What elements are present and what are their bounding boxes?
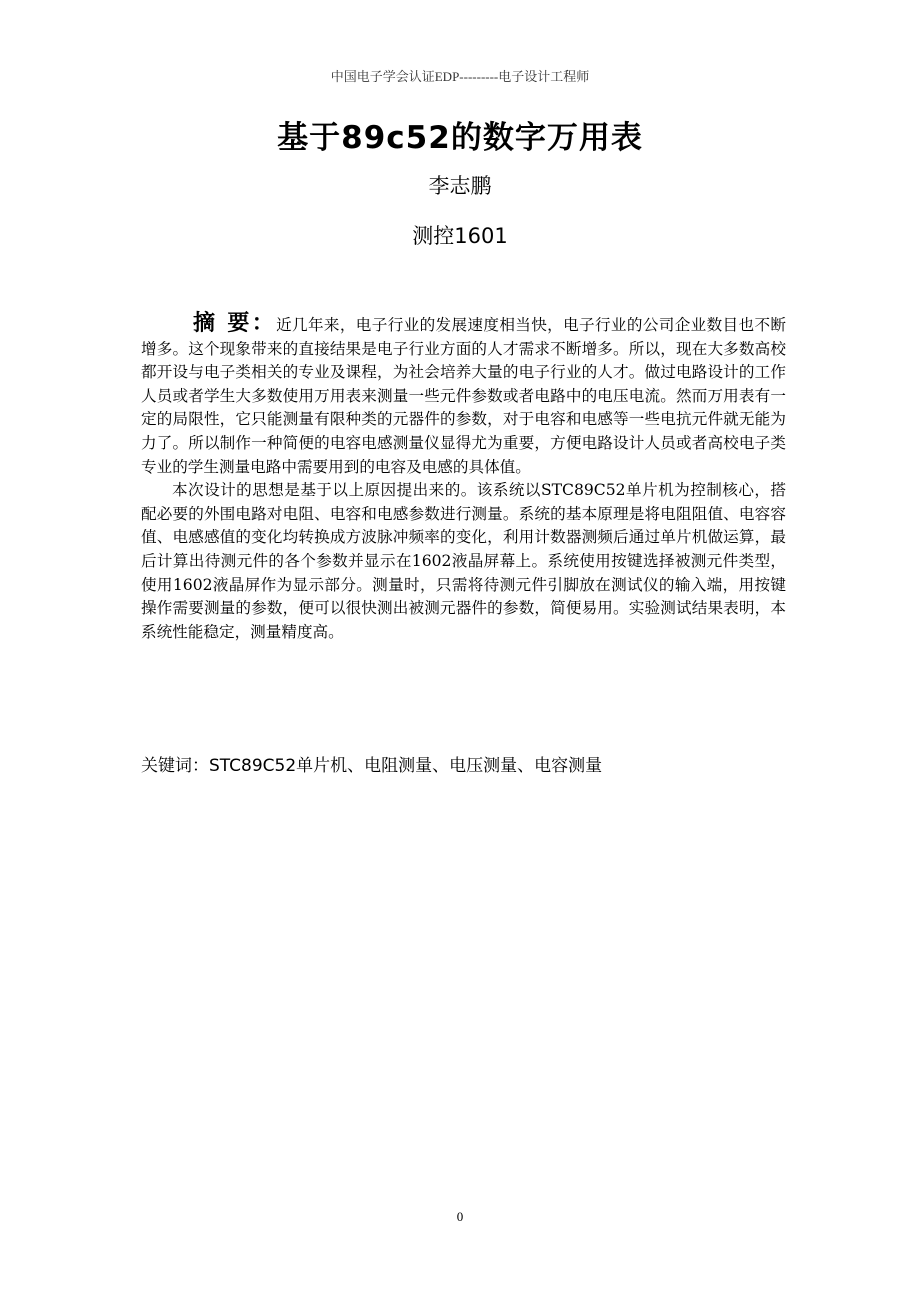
keywords-values: STC89C52单片机、电阻测量、电压测量、电容测量 <box>209 756 603 776</box>
keywords-line <box>141 751 841 776</box>
abstract-paragraph-1 <box>141 312 786 479</box>
keywords-label: 关键词： <box>141 756 209 776</box>
abstract-paragraph-2: 本次设计的思想是基于以上原因提出来的。该系统以STC89C52单片机为控制核心，搭配必要的外围电路对电阻、电容和电感参数进行测量。系统的基本原理是将电阻阻值、电容容值、电感感值的变化均转换成方波脉冲频率的变化，利用计数器测频后通过单片机做运算，最后计算出待测元件的各个参数并显示在1602液晶屏幕上。系统使用按键选择被测元件类型，使用1602液晶屏作为显示部分。测量时，只需将待测元件引脚放在测试仪的输入端，用按键操作需要测量的参数，便可以很快测出被测元器件的参数，简便易用。实验测试结果表明，本系统性能稳定，测量精度高。 <box>141 481 786 641</box>
page-header: 中国电子学会认证EDP---------电子设计工程师 <box>330 69 590 84</box>
page-number: 0 <box>456 1209 464 1224</box>
abstract-heading: 摘 要： <box>193 311 277 336</box>
class-info: 测控1601 <box>412 224 508 248</box>
document-title: 基于89c52的数字万用表 <box>277 120 643 156</box>
author-name: 李志鹏 <box>428 174 492 198</box>
abstract-section <box>141 312 786 644</box>
abstract-paragraph-1-text: 近几年来，电子行业的发展速度相当快，电子行业的公司企业数目也不断增多。这个现象带来的直接结果是电子行业方面的人才需求不断增多。所以，现在大多数高校都开设与电子类相关的专业及课程，为社会培养大量的电子行业的人才。做过电路设计的工作人员或者学生大多数使用万用表来测量一些元件参数或者电路中的电压电流。然而万用表有一定的局限性，它只能测量有限种类的元器件的参数，对于电容和电感等一些电抗元件就无能为力了。所以制作一种简便的电容电感测量仪显得尤为重要，方便电路设计人员或者高校电子类专业的学生测量电路中需要用到的电容及电感的具体值。 <box>141 316 786 476</box>
